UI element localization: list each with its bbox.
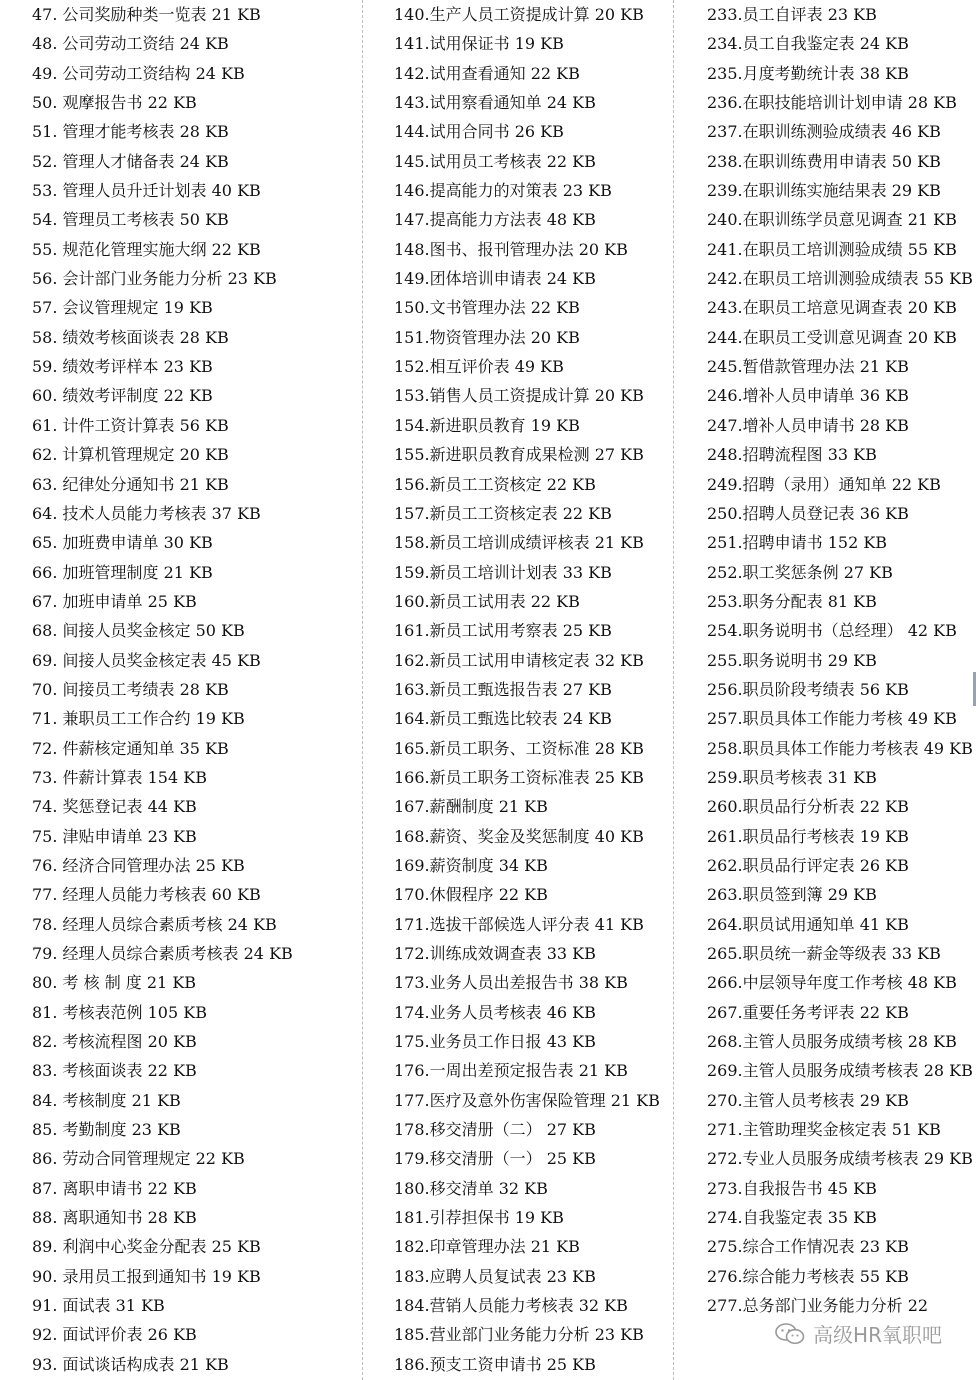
file-list-item: 142.试用查看通知 22 KB [394, 63, 580, 83]
file-list-item: 243.在职员工培意见调查表 20 KB [707, 298, 957, 318]
file-list-item: 158.新员工培训成绩评核表 21 KB [394, 533, 644, 553]
file-list-item: 76. 经济合同管理办法 25 KB [32, 855, 245, 875]
file-list-item: 233.员工自评表 23 KB [707, 5, 877, 24]
file-list-item: 73. 件薪计算表 154 KB [32, 767, 207, 787]
file-list-item: 164.新员工甄选比较表 24 KB [394, 709, 612, 729]
file-list-item: 235.月度考勤统计表 38 KB [707, 63, 909, 83]
file-list-item: 90. 录用员工报到通知书 19 KB [32, 1266, 261, 1286]
file-list-item: 264.职员试用通知单 41 KB [707, 914, 909, 934]
file-list-item: 149.团体培训申请表 24 KB [394, 269, 596, 289]
file-list-item: 54. 管理员工考核表 50 KB [32, 210, 229, 230]
file-list-item: 239.在职训练实施结果表 29 KB [707, 181, 941, 201]
file-list-item: 162.新员工试用申请核定表 32 KB [394, 650, 644, 670]
file-list-item: 167.薪酬制度 21 KB [394, 797, 548, 817]
file-list-item: 50. 观摩报告书 22 KB [32, 93, 197, 113]
file-list-item: 250.招聘人员登记表 36 KB [707, 503, 909, 523]
file-list-item: 274.自我鉴定表 35 KB [707, 1208, 877, 1228]
file-list-item: 77. 经理人员能力考核表 60 KB [32, 885, 261, 905]
file-list-item: 84. 考核制度 21 KB [32, 1090, 181, 1110]
file-list-item: 157.新员工工资核定表 22 KB [394, 503, 612, 523]
file-list-item: 254.职务说明书（总经理） 42 KB [707, 621, 957, 641]
file-list-item: 51. 管理才能考核表 28 KB [32, 122, 229, 142]
file-list-item: 59. 绩效考评样本 23 KB [32, 357, 213, 377]
watermark [775, 1319, 942, 1348]
file-list-item: 74. 奖惩登记表 44 KB [32, 797, 197, 817]
file-list-item: 66. 加班管理制度 21 KB [32, 562, 213, 582]
file-list-item: 159.新员工培训计划表 33 KB [394, 562, 612, 582]
file-list-item: 156.新员工工资核定 22 KB [394, 474, 596, 494]
file-list-item: 72. 件薪核定通知单 35 KB [32, 738, 229, 758]
file-list-item: 63. 纪律处分通知书 21 KB [32, 474, 229, 494]
file-list-item: 83. 考核面谈表 22 KB [32, 1061, 197, 1081]
file-list-item: 141.试用保证书 19 KB [394, 34, 564, 54]
file-list-item: 178.移交清册（二） 27 KB [394, 1120, 596, 1140]
file-list-item: 265.职员统一薪金等级表 33 KB [707, 944, 941, 963]
file-list-item: 92. 面试评价表 26 KB [32, 1325, 197, 1345]
file-list-item: 86. 劳动合同管理规定 22 KB [32, 1149, 245, 1169]
file-list-item: 68. 间接人员奖金核定 50 KB [32, 621, 245, 641]
file-list-item: 61. 计件工资计算表 56 KB [32, 415, 229, 435]
file-list-item: 69. 间接人员奖金核定表 45 KB [32, 650, 261, 670]
file-list-item: 87. 离职申请书 22 KB [32, 1178, 197, 1198]
file-list-item: 248.招聘流程图 33 KB [707, 445, 877, 465]
file-list-item: 246.增补人员申请单 36 KB [707, 386, 909, 406]
file-list-item: 270.主管人员考核表 29 KB [707, 1090, 909, 1110]
file-list-item: 147.提高能力方法表 48 KB [394, 210, 596, 230]
file-list-item: 247.增补人员申请书 28 KB [707, 415, 909, 435]
file-list-item: 177.医疗及意外伤害保险管理 21 KB [394, 1090, 660, 1110]
file-list-item: 75. 津贴申请单 23 KB [32, 826, 197, 846]
file-list-item: 160.新员工试用表 22 KB [394, 591, 580, 611]
file-list-item: 277.总务部门业务能力分析 22 [707, 1296, 929, 1316]
file-list-item: 140.生产人员工资提成计算 20 KB [394, 5, 644, 24]
file-list-item: 252.职工奖惩条例 27 KB [707, 562, 893, 582]
file-list-item: 56. 会计部门业务能力分析 23 KB [32, 269, 277, 289]
column-divider [673, 0, 674, 1380]
file-list-item: 275.综合工作情况表 23 KB [707, 1237, 909, 1257]
file-list-item: 150.文书管理办法 22 KB [394, 298, 580, 318]
file-list-item: 271.主管助理奖金核定表 51 KB [707, 1120, 941, 1140]
file-list-item: 236.在职技能培训计划申请 28 KB [707, 93, 957, 113]
file-list-item: 163.新员工甄选报告表 27 KB [394, 679, 612, 699]
file-list-item: 93. 面试谈话构成表 21 KB [32, 1354, 229, 1374]
file-list-item: 262.职员品行评定表 26 KB [707, 855, 909, 875]
file-list-item: 71. 兼职员工工作合约 19 KB [32, 709, 245, 729]
file-list-item: 258.职员具体工作能力考核表 49 KB [707, 738, 973, 758]
file-list-item: 240.在职训练学员意见调查 21 KB [707, 210, 957, 230]
file-list-item: 172.训练成效调查表 33 KB [394, 944, 596, 963]
file-list-item: 180.移交清单 32 KB [394, 1178, 548, 1198]
file-list-item: 60. 绩效考评制度 22 KB [32, 386, 213, 406]
file-list-item: 253.职务分配表 81 KB [707, 591, 877, 611]
wechat-icon [775, 1323, 805, 1345]
file-list-item: 82. 考核流程图 20 KB [32, 1032, 197, 1052]
file-list-item: 151.物资管理办法 20 KB [394, 327, 580, 347]
file-list-item: 184.营销人员能力考核表 32 KB [394, 1296, 628, 1316]
file-list-item: 67. 加班申请单 25 KB [32, 591, 197, 611]
file-list-column-1 [32, 0, 362, 1380]
file-list-item: 65. 加班费申请单 30 KB [32, 533, 213, 553]
file-list-item: 48. 公司劳动工资结 24 KB [32, 34, 229, 54]
file-list-item: 268.主管人员服务成绩考核 28 KB [707, 1032, 957, 1052]
file-list-item: 276.综合能力考核表 55 KB [707, 1266, 909, 1286]
file-list-item: 267.重要任务考评表 22 KB [707, 1002, 909, 1022]
file-list-item: 255.职务说明书 29 KB [707, 650, 877, 670]
file-list-item: 234.员工自我鉴定表 24 KB [707, 34, 909, 54]
file-list-item: 166.新员工职务工资标准表 25 KB [394, 767, 644, 787]
file-list-item: 78. 经理人员综合素质考核 24 KB [32, 914, 277, 934]
file-list-item: 153.销售人员工资提成计算 20 KB [394, 386, 644, 406]
file-list-item: 85. 考勤制度 23 KB [32, 1120, 181, 1140]
file-list-item: 185.营业部门业务能力分析 23 KB [394, 1325, 644, 1345]
file-list-item: 256.职员阶段考绩表 56 KB [707, 679, 909, 699]
file-list-item: 148.图书、报刊管理办法 20 KB [394, 239, 628, 259]
file-list-item: 155.新进职员教育成果检测 27 KB [394, 445, 644, 465]
file-list-item: 244.在职员工受训意见调查 20 KB [707, 327, 957, 347]
file-list-item: 263.职员签到簿 29 KB [707, 885, 877, 905]
file-list-item: 272.专业人员服务成绩考核表 29 KB [707, 1149, 973, 1169]
file-list-item: 49. 公司劳动工资结构 24 KB [32, 63, 245, 83]
file-list-item: 269.主管人员服务成绩考核表 28 KB [707, 1061, 973, 1081]
file-list-item: 55. 规范化管理实施大纲 22 KB [32, 239, 261, 259]
file-list-item: 81. 考核表范例 105 KB [32, 1002, 207, 1022]
file-list-item: 91. 面试表 31 KB [32, 1296, 165, 1316]
file-list-item: 170.休假程序 22 KB [394, 885, 548, 905]
file-list-item: 165.新员工职务、工资标准 28 KB [394, 738, 644, 758]
file-list-item: 173.业务人员出差报告书 38 KB [394, 973, 628, 993]
file-list-item: 174.业务人员考核表 46 KB [394, 1002, 596, 1022]
file-list-item: 154.新进职员教育 19 KB [394, 415, 580, 435]
file-list-item: 143.试用察看通知单 24 KB [394, 93, 596, 113]
file-list-item: 182.印章管理办法 21 KB [394, 1237, 580, 1257]
file-list-item: 242.在职员工培训测验成绩表 55 KB [707, 269, 973, 289]
file-list-item: 175.业务员工作日报 43 KB [394, 1032, 596, 1052]
file-list-item: 58. 绩效考核面谈表 28 KB [32, 327, 229, 347]
file-list-item: 62. 计算机管理规定 20 KB [32, 445, 229, 465]
column-divider [362, 0, 363, 1380]
file-list-item: 238.在职训练费用申请表 50 KB [707, 151, 941, 171]
file-list-item: 273.自我报告书 45 KB [707, 1178, 877, 1198]
file-list-item: 251.招聘申请书 152 KB [707, 533, 888, 553]
file-list-item: 169.薪资制度 34 KB [394, 855, 548, 875]
file-list-column-3 [707, 0, 975, 1380]
file-list-item: 47. 公司奖励种类一览表 21 KB [32, 5, 261, 24]
file-list-item: 186.预支工资申请书 25 KB [394, 1354, 596, 1374]
file-list-item: 241.在职员工培训测验成绩 55 KB [707, 239, 957, 259]
file-list-item: 261.职员品行考核表 19 KB [707, 826, 909, 846]
file-list-item: 171.选拔干部候选人评分表 41 KB [394, 914, 644, 934]
file-list-item: 237.在职训练测验成绩表 46 KB [707, 122, 941, 142]
file-list-item: 88. 离职通知书 28 KB [32, 1208, 197, 1228]
file-list-column-2 [394, 0, 674, 1380]
file-list-item: 152.相互评价表 49 KB [394, 357, 564, 377]
file-list-item: 259.职员考核表 31 KB [707, 767, 877, 787]
file-list-item: 266.中层领导年度工作考核 48 KB [707, 973, 957, 993]
file-list-item: 70. 间接员工考绩表 28 KB [32, 679, 229, 699]
file-list-item: 249.招聘（录用）通知单 22 KB [707, 474, 941, 494]
file-list-item: 53. 管理人员升迁计划表 40 KB [32, 181, 261, 201]
file-list-item: 181.引荐担保书 19 KB [394, 1208, 564, 1228]
file-list-item: 79. 经理人员综合素质考核表 24 KB [32, 944, 293, 963]
file-list-item: 145.试用员工考核表 22 KB [394, 151, 596, 171]
file-list-item: 183.应聘人员复试表 23 KB [394, 1266, 596, 1286]
file-list-item: 245.暂借款管理办法 21 KB [707, 357, 909, 377]
file-list-item: 144.试用合同书 26 KB [394, 122, 564, 142]
watermark-text: 高级HR氧职吧 [813, 1323, 942, 1347]
file-list-item: 176.一周出差预定报告表 21 KB [394, 1061, 628, 1081]
file-list-item: 89. 利润中心奖金分配表 25 KB [32, 1237, 261, 1257]
file-list-item: 161.新员工试用考察表 25 KB [394, 621, 612, 641]
file-list-item: 257.职员具体工作能力考核 49 KB [707, 709, 957, 729]
file-list-item: 260.职员品行分析表 22 KB [707, 797, 909, 817]
file-list-item: 57. 会议管理规定 19 KB [32, 298, 213, 318]
file-list-item: 146.提高能力的对策表 23 KB [394, 181, 612, 201]
file-list-item: 168.薪资、奖金及奖惩制度 40 KB [394, 826, 644, 846]
file-list-item: 179.移交清册（一） 25 KB [394, 1149, 596, 1169]
file-list-item: 52. 管理人才储备表 24 KB [32, 151, 229, 171]
file-list-item: 64. 技术人员能力考核表 37 KB [32, 503, 261, 523]
file-list-item: 80. 考 核 制 度 21 KB [32, 973, 197, 993]
